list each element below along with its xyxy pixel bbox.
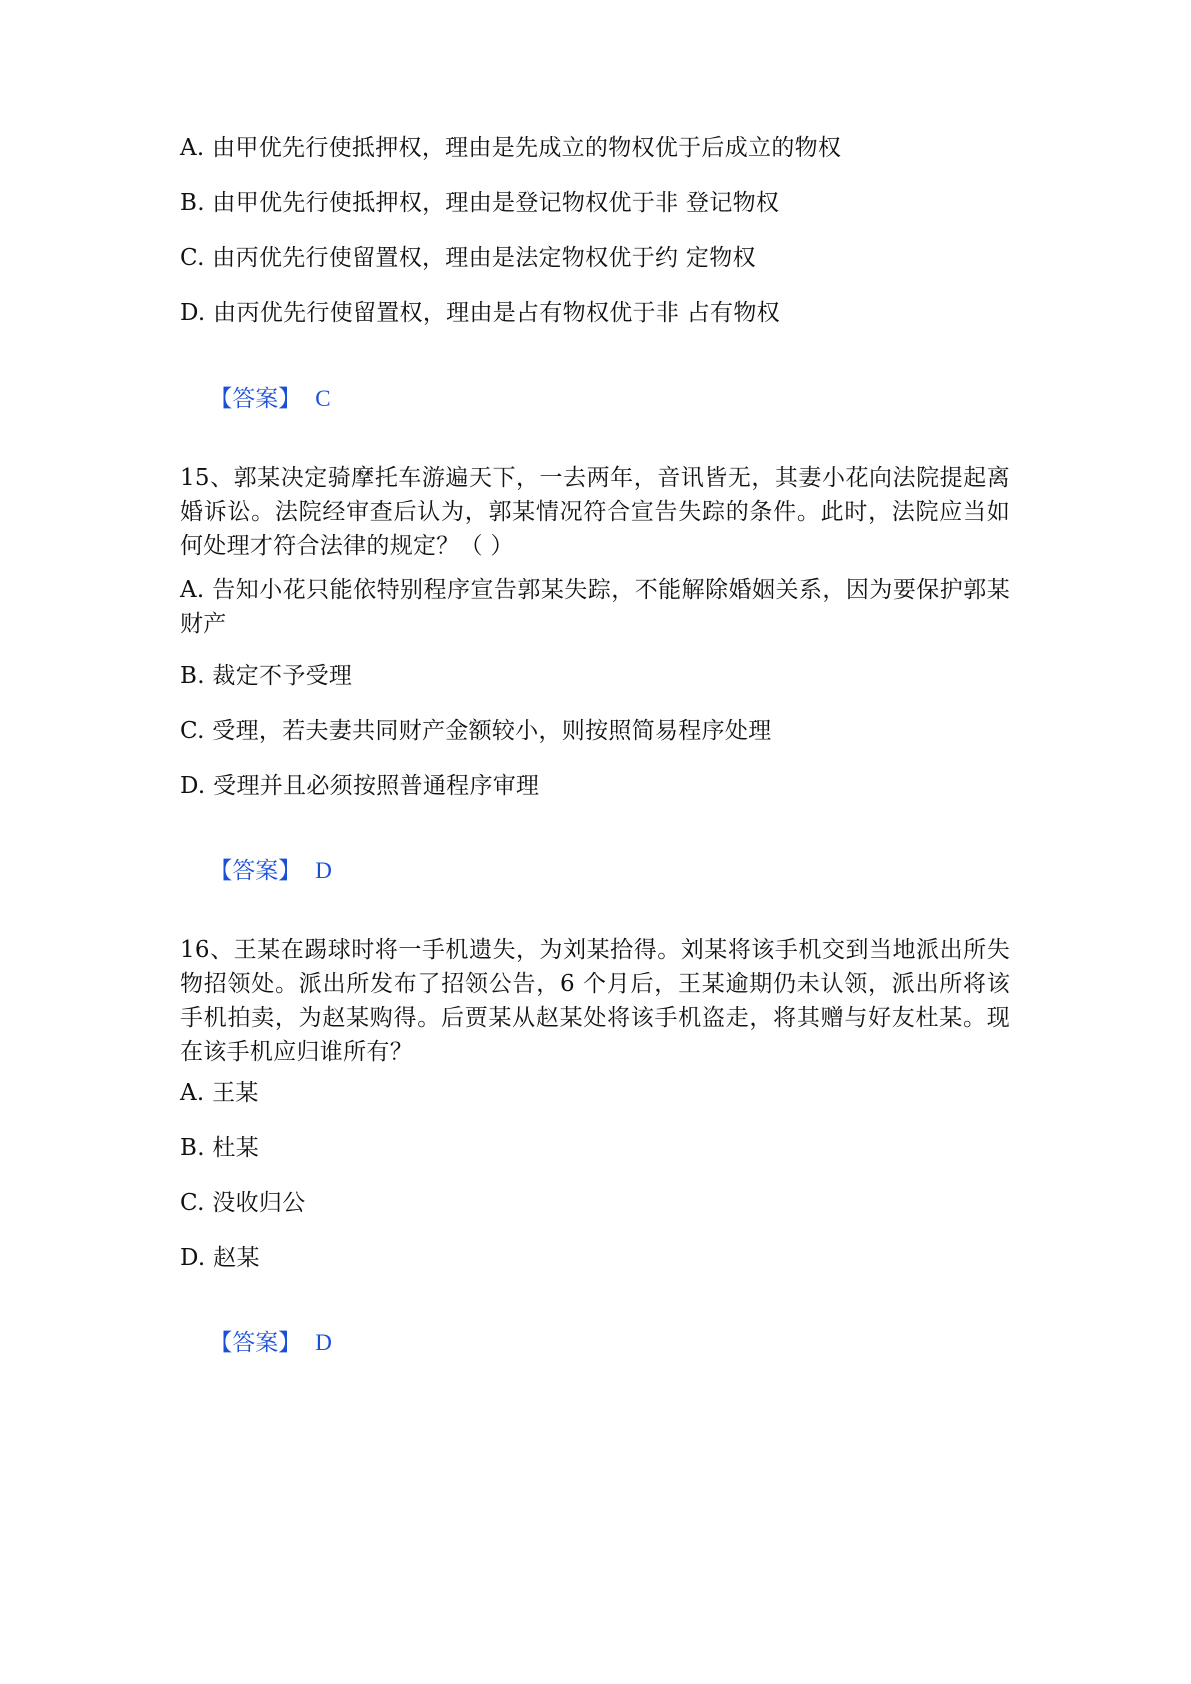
q15-option-d: D. 受理并且必须按照普通程序审理 — [180, 773, 540, 799]
q16-option-b: B. 杜某 — [180, 1135, 260, 1161]
q14-option-a: A. 由甲优先行使抵押权，理由是先成立的物权优于后成立的物权 — [180, 135, 842, 161]
q14-option-c: C. 由丙优先行使留置权，理由是法定物权优于约 定物权 — [180, 245, 756, 271]
answer-label: 【答案】 — [209, 858, 302, 884]
answer-value: C — [315, 386, 331, 411]
answer-label: 【答案】 — [209, 1330, 302, 1356]
q16-stem: 16、王某在踢球时将一手机遗失，为刘某拾得。刘某将该手机交到当地派出所失物招领处。派出所发布了招领公告，6 个月后，王某逾期仍未认领，派出所将该手机拍卖，为赵某购得。后贾某从赵某处将该手机盗走，将其赠与好友杜某。现在该手机应归谁所有？ — [180, 937, 1010, 1065]
q15-stem: 15、郭某决定骑摩托车游遍天下，一去两年，音讯皆无，其妻小花向法院提起离婚诉讼。法院经审查后认为，郭某情况符合宣告失踪的条件。此时，法院应当如何处理才符合法律的规定？（ ） — [180, 465, 1010, 559]
q15-option-a: A. 告知小花只能依特别程序宣告郭某失踪，不能解除婚姻关系，因为要保护郭某财产 — [180, 577, 1010, 637]
answer-label: 【答案】 — [209, 386, 302, 412]
answer-value: D — [315, 858, 332, 883]
q15-option-b: B. 裁定不予受理 — [180, 663, 353, 689]
q14-option-b: B. 由甲优先行使抵押权，理由是登记物权优于非 登记物权 — [180, 190, 780, 216]
q14-option-d: D. 由丙优先行使留置权，理由是占有物权优于非 占有物权 — [180, 300, 780, 326]
q16-option-d: D. 赵某 — [180, 1245, 260, 1271]
q15-answer — [180, 826, 1010, 916]
q14-answer — [180, 354, 1010, 444]
q15-option-c: C. 受理，若夫妻共同财产金额较小，则按照简易程序处理 — [180, 718, 772, 744]
answer-value: D — [315, 1330, 332, 1355]
q16-answer — [180, 1298, 1010, 1388]
q16-option-a: A. 王某 — [180, 1080, 259, 1106]
q16-option-c: C. 没收归公 — [180, 1190, 306, 1216]
